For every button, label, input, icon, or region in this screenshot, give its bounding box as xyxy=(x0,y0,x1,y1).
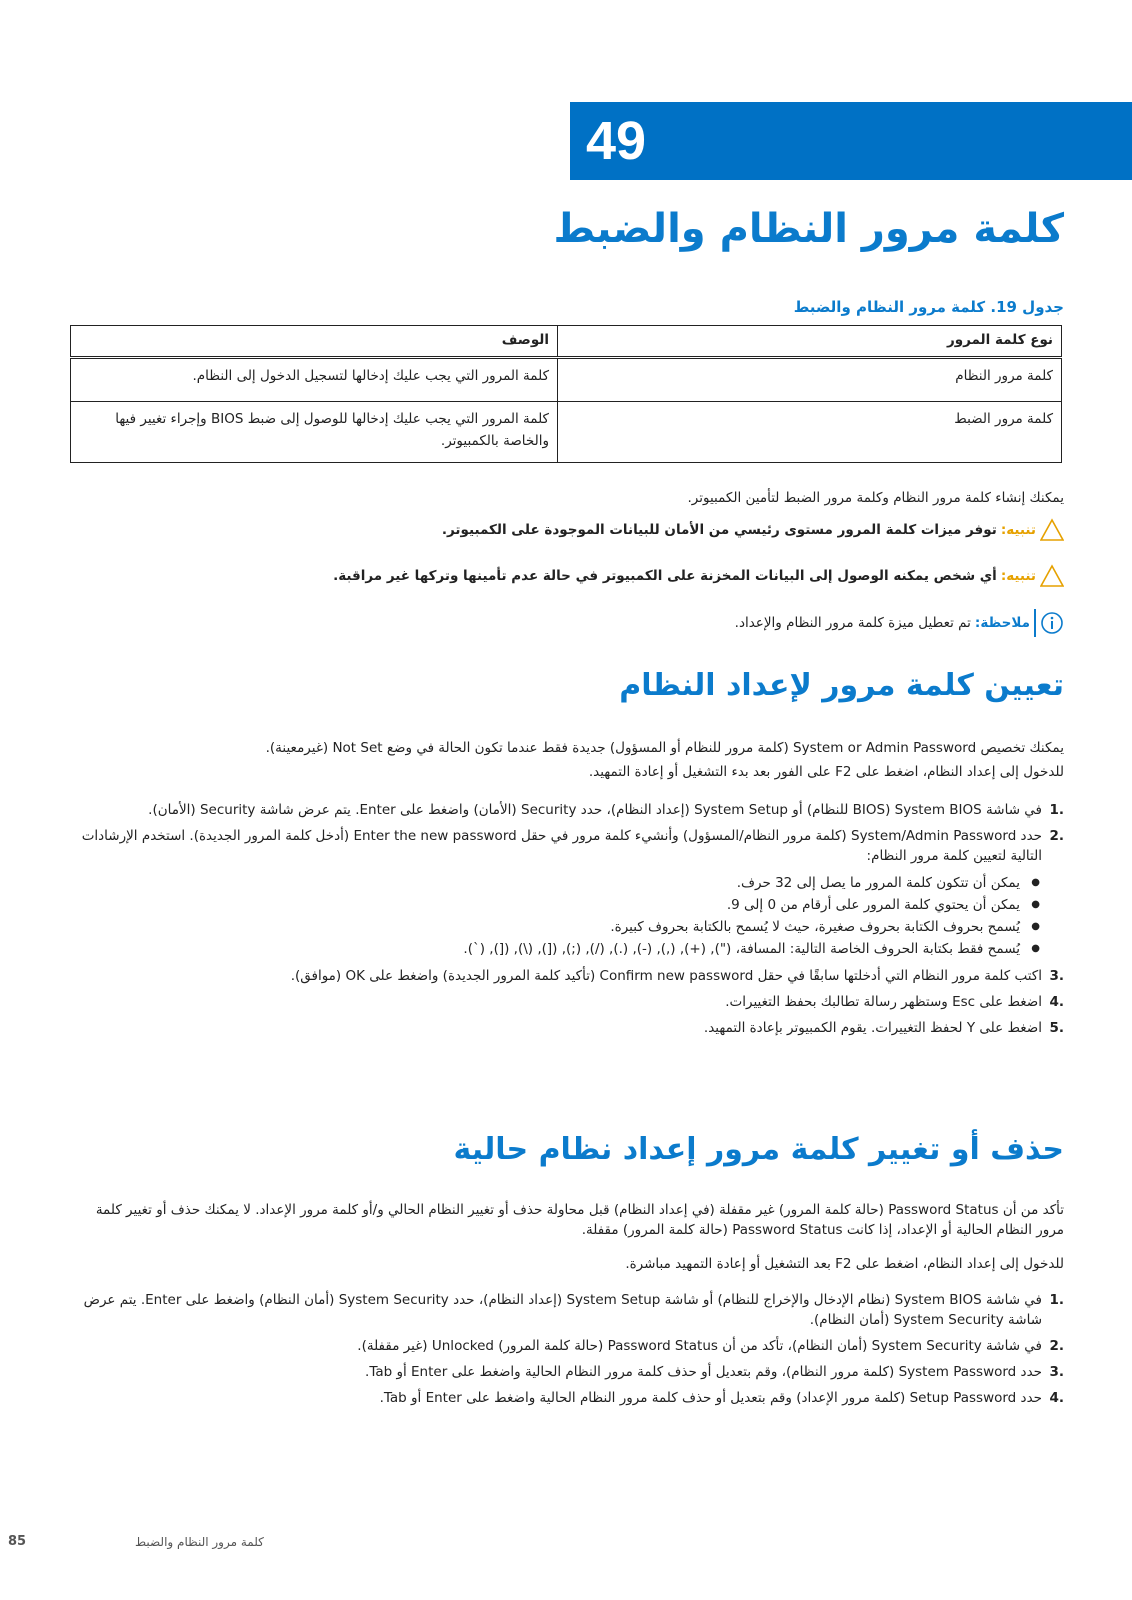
list-item: ● يمكن أن تتكون كلمة المرور ما يصل إلى 32 حرف. xyxy=(68,872,1042,894)
list-item: .3 حدد System Password (كلمة مرور النظام)، وقم بتعديل أو حذف كلمة مرور النظام الحالية واضغط على Enter أو Tab. xyxy=(365,1364,1064,1380)
table-caption: جدول 19. كلمة مرور النظام والضبط xyxy=(793,298,1064,316)
section1-paragraph: للدخول إلى إعداد النظام، اضغط على F2 على الفور بعد بدء التشغيل أو إعادة التمهيد. xyxy=(588,764,1064,780)
page-title: كلمة مرور النظام والضبط xyxy=(553,206,1064,252)
list-item: .1 في شاشة System BIOS (BIOS للنظام) أو System Setup (إعداد النظام)، حدد Security (الأمان) واضغط على Enter. يتم عرض شاشة Security (الأمان). xyxy=(148,802,1064,818)
warning-icon xyxy=(1040,518,1064,542)
list-item: .2 حدد System/Admin Password (كلمة مرور النظام/المسؤول) وأنشيء كلمة مرور في حقل Enter the new password (أدخل كلمة المرور الجديدة). استخدم الإرشادات التالية لتعيين كلمة مرور النظام: ● يمكن أن تتكون كلمة المرور ما يصل إلى 32 حرف. ● يمكن أن يحتوي كلمة المرور على أرقام من 0 إلى 9. ● يُسمح بحروف الكتابة بحروف صغيرة، حيث لا يُسمح بالكتابة بحروف كبيرة. ● يُسمح فقط بكتابة الحروف الخاصة التالية: المسافة، ("), (+), (,), (-), (.), (/), (;), ([), (\), ([), (`). xyxy=(68,826,1064,960)
table-cell: كلمة المرور التي يجب عليك إدخالها للوصول إلى ضبط BIOS وإجراء تغيير فيها والخاصة بالكمبيوتر. xyxy=(71,402,558,463)
page-number: 85 xyxy=(8,1534,27,1549)
list-item: ● يُسمح فقط بكتابة الحروف الخاصة التالية: المسافة، ("), (+), (,), (-), (.), (/), (;), ([), (\), ([), (`). xyxy=(68,938,1042,960)
caution-note xyxy=(68,516,1064,544)
section2-paragraph: تأكد من أن Password Status (حالة كلمة المرور) غير مقفلة (في إعداد النظام) قبل محاولة حذف أو تغيير النظام الحالي و/أو كلمة مرور الإعداد. لا يمكنك حذف أو تغيير كلمة مرور النظام الحالية أو الإعداد، إذا كانت Password Status (حالة كلمة المرور) مقفلة. xyxy=(95,1202,1064,1238)
list-item: .4 اضغط على Esc وستظهر رسالة تطالبك بحفظ التغييرات. xyxy=(725,994,1064,1010)
section1-paragraph: يمكنك تخصيص System or Admin Password (كلمة مرور للنظام أو المسؤول) جديدة فقط عندما تكون الحالة في وضع Not Set (غيرمعينة). xyxy=(265,740,1064,756)
warning-icon xyxy=(1040,564,1064,588)
footer-title: كلمة مرور النظام والضبط xyxy=(135,1535,264,1549)
list-item: ● يُسمح بحروف الكتابة بحروف صغيرة، حيث لا يُسمح بالكتابة بحروف كبيرة. xyxy=(68,916,1042,938)
caution-label: تنبيه: xyxy=(1000,568,1036,584)
chapter-number: 49 xyxy=(586,111,647,171)
list-item: .5 اضغط على Y لحفظ التغييرات. يقوم الكمبيوتر بإعادة التمهيد. xyxy=(703,1020,1064,1036)
table-cell: كلمة مرور النظام xyxy=(558,358,1062,402)
chapter-banner xyxy=(570,102,1132,180)
intro-text: يمكنك إنشاء كلمة مرور النظام وكلمة مرور الضبط لتأمين الكمبيوتر. xyxy=(687,490,1064,506)
table-cell: كلمة مرور الضبط xyxy=(558,402,1062,463)
section-heading-set-password: تعيين كلمة مرور لإعداد النظام xyxy=(619,668,1064,703)
note-label: ملاحظة: xyxy=(974,615,1030,631)
section1-steps xyxy=(68,800,1064,1044)
section2-steps xyxy=(68,1290,1064,1414)
note-text: تم تعطيل ميزة كلمة مرور النظام والإعداد. xyxy=(734,615,971,631)
section2-paragraph: للدخول إلى إعداد النظام، اضغط على F2 بعد التشغيل أو إعادة التمهيد مباشرة. xyxy=(625,1256,1064,1272)
list-item: .2 في شاشة System Security (أمان النظام)، تأكد من أن Password Status (حالة كلمة المرور) Unlocked (غير مقفلة). xyxy=(357,1338,1064,1354)
caution-text: توفر ميزات كلمة المرور مستوى رئيسي من الأمان للبيانات الموجودة على الكمبيوتر. xyxy=(441,522,997,538)
password-types-table xyxy=(70,325,1062,463)
password-rules-list xyxy=(68,872,1042,960)
info-note xyxy=(68,609,1064,637)
info-icon xyxy=(1040,611,1064,635)
table-header-description: الوصف xyxy=(71,326,558,358)
note-divider xyxy=(1034,609,1036,637)
list-item: .4 حدد Setup Password (كلمة مرور الإعداد) وقم بتعديل أو حذف كلمة مرور النظام الحالية واضغط على Enter أو Tab. xyxy=(379,1390,1064,1406)
caution-label: تنبيه: xyxy=(1000,522,1036,538)
table-cell: كلمة المرور التي يجب عليك إدخالها لتسجيل الدخول إلى النظام. xyxy=(71,358,558,402)
list-item: .1 في شاشة System BIOS (نظام الإدخال والإخراج للنظام) أو شاشة System Setup (إعداد النظام)، حدد System Security (أمان النظام) واضغط على Enter. يتم عرض شاشة System Security (أمان النظام). xyxy=(83,1292,1064,1328)
table-header-type: نوع كلمة المرور xyxy=(558,326,1062,358)
table-header-row xyxy=(71,326,1062,358)
table-row xyxy=(71,402,1062,463)
caution-note xyxy=(68,562,1064,590)
list-item: ● يمكن أن يحتوي كلمة المرور على أرقام من 0 إلى 9. xyxy=(68,894,1042,916)
table-row xyxy=(71,358,1062,402)
list-item: .3 اكتب كلمة مرور النظام التي أدخلتها سابقًا في حقل Confirm new password (تأكيد كلمة المرور الجديدة) واضغط على OK (موافق). xyxy=(290,968,1064,984)
caution-text: أي شخص يمكنه الوصول إلى البيانات المخزنة على الكمبيوتر في حالة عدم تأمينها وتركها غير مراقبة. xyxy=(333,568,997,584)
section-heading-change-password: حذف أو تغيير كلمة مرور إعداد نظام حالية xyxy=(453,1132,1064,1167)
